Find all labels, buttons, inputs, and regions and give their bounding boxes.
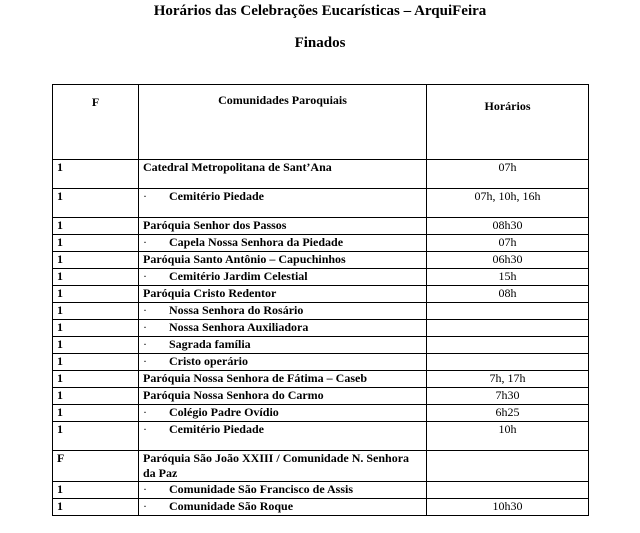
cell-comunidade bbox=[139, 218, 427, 235]
cell-horario: 10h30 bbox=[427, 499, 589, 516]
bullet-marker: · bbox=[143, 235, 147, 249]
header-horarios: Horários bbox=[427, 85, 589, 160]
cell-horario: 08h bbox=[427, 286, 589, 303]
cell-comunidade bbox=[139, 320, 427, 337]
cell-f: 1 bbox=[53, 235, 139, 252]
comunidade-name: Colégio Padre Ovídio bbox=[169, 405, 279, 419]
comunidade-name: Cristo operário bbox=[169, 354, 248, 368]
cell-f: 1 bbox=[53, 482, 139, 499]
bullet-marker: · bbox=[143, 482, 147, 496]
comunidade-name: Paróquia Santo Antônio – Capuchinhos bbox=[143, 252, 346, 266]
table-row bbox=[53, 235, 589, 252]
comunidade-name: Sagrada família bbox=[169, 337, 251, 351]
cell-comunidade bbox=[139, 160, 427, 189]
cell-comunidade bbox=[139, 286, 427, 303]
cell-f: 1 bbox=[53, 189, 139, 218]
cell-f: 1 bbox=[53, 320, 139, 337]
cell-comunidade bbox=[139, 235, 427, 252]
comunidade-name: Paróquia Cristo Redentor bbox=[143, 286, 277, 300]
comunidade-name: Paróquia Nossa Senhora de Fátima – Caseb bbox=[143, 371, 368, 385]
cell-f: 1 bbox=[53, 286, 139, 303]
comunidade-name: Nossa Senhora Auxiliadora bbox=[169, 320, 309, 334]
cell-f: 1 bbox=[53, 422, 139, 451]
table-row bbox=[53, 337, 589, 354]
bullet-marker: · bbox=[143, 189, 147, 203]
cell-f: F bbox=[53, 451, 139, 482]
cell-comunidade bbox=[139, 371, 427, 388]
bullet-marker: · bbox=[143, 269, 147, 283]
cell-comunidade bbox=[139, 269, 427, 286]
comunidade-name: Comunidade São Francisco de Assis bbox=[169, 482, 354, 496]
cell-f: 1 bbox=[53, 405, 139, 422]
bullet-marker: · bbox=[143, 422, 147, 436]
cell-horario: 08h30 bbox=[427, 218, 589, 235]
comunidade-name: Paróquia São João XXIII / Comunidade N. Senhora da Paz bbox=[143, 451, 410, 480]
table-row bbox=[53, 482, 589, 499]
bullet-marker: · bbox=[143, 320, 147, 334]
comunidade-name: Cemitério Piedade bbox=[169, 422, 264, 436]
table-row bbox=[53, 269, 589, 286]
comunidade-name: Cemitério Piedade bbox=[169, 189, 264, 203]
cell-f: 1 bbox=[53, 269, 139, 286]
cell-horario bbox=[427, 354, 589, 371]
table-row bbox=[53, 499, 589, 516]
cell-horario: 07h bbox=[427, 160, 589, 189]
bullet-marker: · bbox=[143, 354, 147, 368]
document-subtitle: Finados bbox=[294, 35, 346, 51]
cell-comunidade bbox=[139, 303, 427, 320]
cell-f: 1 bbox=[53, 371, 139, 388]
comunidade-name: Capela Nossa Senhora da Piedade bbox=[169, 235, 344, 249]
cell-comunidade bbox=[139, 189, 427, 218]
comunidade-name: Catedral Metropolitana de Sant’Ana bbox=[143, 160, 332, 174]
table-row bbox=[53, 371, 589, 388]
bullet-marker: · bbox=[143, 337, 147, 351]
table-row bbox=[53, 189, 589, 218]
schedule-table bbox=[52, 84, 589, 516]
cell-f: 1 bbox=[53, 388, 139, 405]
cell-horario: 6h25 bbox=[427, 405, 589, 422]
cell-f: 1 bbox=[53, 252, 139, 269]
cell-comunidade bbox=[139, 354, 427, 371]
cell-comunidade bbox=[139, 337, 427, 354]
table-row bbox=[53, 286, 589, 303]
cell-f: 1 bbox=[53, 354, 139, 371]
cell-f: 1 bbox=[53, 218, 139, 235]
cell-comunidade bbox=[139, 388, 427, 405]
cell-horario: 7h30 bbox=[427, 388, 589, 405]
document-title: Horários das Celebrações Eucarísticas – ArquiFeira bbox=[153, 3, 487, 19]
bullet-marker: · bbox=[143, 405, 147, 419]
table-row bbox=[53, 451, 589, 482]
cell-f: 1 bbox=[53, 160, 139, 189]
table-header-row bbox=[53, 85, 589, 160]
cell-comunidade bbox=[139, 422, 427, 451]
cell-horario bbox=[427, 303, 589, 320]
comunidade-name: Nossa Senhora do Rosário bbox=[169, 303, 304, 317]
header-comunidades: Comunidades Paroquiais bbox=[139, 85, 427, 160]
table-row bbox=[53, 303, 589, 320]
cell-horario: 15h bbox=[427, 269, 589, 286]
comunidade-name: Paróquia Nossa Senhora do Carmo bbox=[143, 388, 324, 402]
cell-horario: 07h, 10h, 16h bbox=[427, 189, 589, 218]
comunidade-name: Cemitério Jardim Celestial bbox=[169, 269, 308, 283]
header-f: F bbox=[53, 85, 139, 160]
cell-comunidade bbox=[139, 499, 427, 516]
cell-horario: 06h30 bbox=[427, 252, 589, 269]
table-row bbox=[53, 388, 589, 405]
cell-comunidade bbox=[139, 451, 427, 482]
table-row bbox=[53, 354, 589, 371]
cell-f: 1 bbox=[53, 337, 139, 354]
comunidade-name: Paróquia Senhor dos Passos bbox=[143, 218, 287, 232]
table-row bbox=[53, 252, 589, 269]
cell-horario bbox=[427, 482, 589, 499]
cell-comunidade bbox=[139, 405, 427, 422]
cell-horario: 7h, 17h bbox=[427, 371, 589, 388]
table-row bbox=[53, 160, 589, 189]
cell-comunidade bbox=[139, 252, 427, 269]
cell-horario: 10h bbox=[427, 422, 589, 451]
cell-f: 1 bbox=[53, 499, 139, 516]
cell-horario bbox=[427, 451, 589, 482]
cell-horario bbox=[427, 320, 589, 337]
cell-f: 1 bbox=[53, 303, 139, 320]
table-row bbox=[53, 422, 589, 451]
cell-horario bbox=[427, 337, 589, 354]
bullet-marker: · bbox=[143, 303, 147, 317]
table-row bbox=[53, 218, 589, 235]
cell-comunidade bbox=[139, 482, 427, 499]
bullet-marker: · bbox=[143, 499, 147, 513]
table-row bbox=[53, 405, 589, 422]
table-row bbox=[53, 320, 589, 337]
cell-horario: 07h bbox=[427, 235, 589, 252]
comunidade-name: Comunidade São Roque bbox=[169, 499, 294, 513]
